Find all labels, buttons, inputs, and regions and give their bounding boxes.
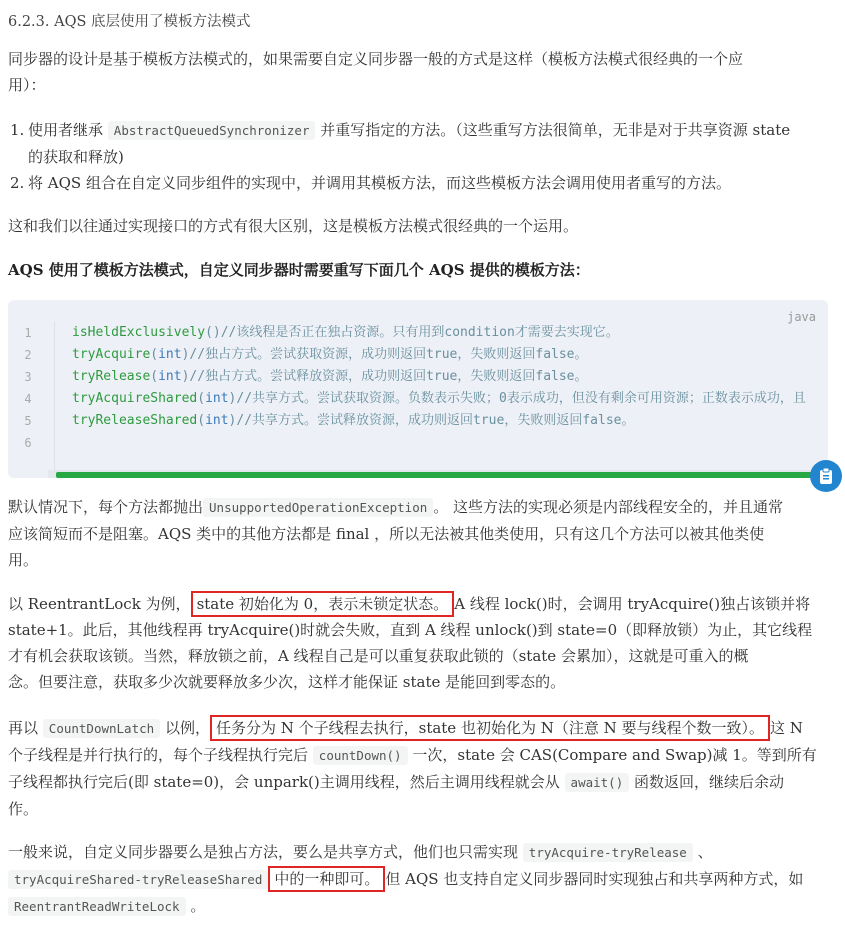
code-keyword: int (205, 413, 229, 428)
code-line: tryAcquire(int)//独占方式。尝试获取资源，成功则返回true，失败则返回false。 (72, 347, 588, 362)
section-heading: 6.2.3. AQS 底层使用了模板方法模式 (8, 14, 251, 30)
list-number: 1. (10, 121, 25, 139)
line-number: 5 (24, 414, 32, 428)
code-function: tryReleaseShared (72, 413, 198, 428)
text: 子线程都执行完后(即 state=0)，会 unpark()主调用线程，然后主调用线程就会从 (8, 773, 560, 791)
gutter-divider (54, 322, 55, 478)
text: state+1。此后，其他线程再 tryAcquire()时就会失败，直到 A 线程 unlock()到 state=0（即释放锁）为止，其它线程 (8, 621, 813, 639)
inline-code: countDown() (313, 746, 408, 765)
line-number: 4 (24, 392, 32, 406)
text: 、 (697, 843, 713, 861)
inline-code: await() (565, 773, 630, 792)
clipboard-icon (818, 467, 834, 485)
code-block (8, 300, 828, 478)
text: 再以 (8, 719, 39, 737)
text: 应该简短而不是阻塞。AQS 类中的其他方法都是 final ，所以无法被其他类使用，只有这几个方法可以被其他类使 (8, 525, 765, 543)
highlight-box: 中的一种即可。 (268, 866, 385, 892)
text: 默认情况下，每个方法都抛出 (8, 498, 204, 516)
inline-code: tryAcquire-tryRelease (523, 843, 693, 862)
code-line (72, 432, 828, 454)
line-number: 2 (24, 348, 32, 362)
intro-paragraph (8, 46, 833, 98)
intro-line-1: 同步器的设计是基于模板方法模式的，如果需要自定义同步器一般的方式是这样（模板方法模式很经典的一个应 (8, 50, 744, 68)
code-keyword: int (205, 391, 229, 406)
text: 念。但要注意，获取多少次就要释放多少次，这样才能保证 state 是能回到零态的。 (8, 673, 566, 691)
copy-code-button[interactable] (810, 460, 842, 492)
code-function: tryRelease (72, 369, 151, 384)
highlight-box: state 初始化为 0，表示未锁定状态。 (191, 591, 455, 617)
list-item (10, 117, 830, 170)
text: 一次，state 会 CAS(Compare and Swap)减 1。等到所有 (412, 746, 817, 764)
code-line (72, 322, 828, 344)
text: 以例， (164, 719, 210, 737)
intro-line-2: 用）： (8, 76, 46, 94)
text: 用。 (8, 551, 39, 569)
line-number: 1 (24, 326, 32, 340)
line-number-gutter (8, 322, 48, 478)
code-line: tryReleaseShared(int)//共享方式。尝试释放资源，成功则返回true，失败则返回false。 (72, 413, 635, 428)
text: 这 N (770, 719, 803, 737)
code-comment: )//独占方式。尝试释放资源，成功则返回true，失败则返回false。 (181, 369, 588, 384)
inline-code: UnsupportedOperationException (203, 498, 433, 517)
code-language-label: java (787, 310, 816, 324)
highlight-box: 任务分为 N 个子线程去执行，state 也初始化为 N（注意 N 要与线程个数一致）。 (210, 715, 770, 741)
code-function: isHeldExclusively (72, 325, 206, 340)
inline-code: ReentrantReadWriteLock (8, 897, 186, 916)
line-number: 6 (24, 436, 32, 450)
text: 个子线程是并行执行的，每个子线程执行完后 (8, 746, 309, 764)
inline-code: AbstractQueuedSynchronizer (108, 121, 316, 140)
text: 才有机会获取该锁。当然，释放锁之前，A 线程自己是可以重复获取此锁的（state 会累加），这就是可重入的概 (8, 647, 749, 665)
text: 以 ReentrantLock 为例， (8, 595, 191, 613)
text: 作。 (8, 800, 39, 818)
text: 。 (190, 897, 206, 915)
code-lines[interactable] (72, 322, 828, 454)
default-paragraph (8, 494, 833, 573)
inline-code: CountDownLatch (43, 719, 160, 738)
text: 但 AQS 也支持自定义同步器同时实现独占和共享两种方式，如 (385, 870, 804, 888)
code-comment: ()//该线程是否正在独占资源。只有用到condition才需要去实现它。 (205, 325, 619, 340)
list-text: 并重写指定的方法。（这些重写方法很简单，无非是对于共享资源 state (320, 121, 791, 139)
general-paragraph (8, 839, 833, 920)
code-comment: )//独占方式。尝试获取资源，成功则返回true，失败则返回false。 (181, 347, 588, 362)
code-line: tryRelease(int)//独占方式。尝试释放资源，成功则返回true，失败则返回false。 (72, 369, 588, 384)
countdown-paragraph (8, 715, 833, 822)
difference-paragraph: 这和我们以往通过实现接口的方式有很大区别，这是模板方法模式很经典的一个运用。 (8, 217, 579, 235)
text: 。 这些方法的实现必须是内部线程安全的，并且通常 (433, 498, 784, 516)
list-text-cont: 的获取和释放) (28, 148, 124, 166)
bold-heading: AQS 使用了模板方法模式，自定义同步器时需要重写下面几个 AQS 提供的模板方法： (8, 261, 590, 279)
reentrant-paragraph (8, 591, 833, 695)
code-keyword: int (158, 347, 182, 362)
text: 一般来说，自定义同步器要么是独占方法，要么是共享方式，他们也只需实现 (8, 843, 519, 861)
code-comment: )//共享方式。尝试释放资源，成功则返回true，失败则返回false。 (228, 413, 635, 428)
list-number: 2. (10, 174, 25, 192)
code-function: tryAcquire (72, 347, 151, 362)
text: A 线程 lock()时，会调用 tryAcquire()独占该锁并将 (454, 595, 811, 613)
list-text: 将 AQS 组合在自定义同步组件的实现中，并调用其模板方法，而这些模板方法会调用使用者重写的方法。 (28, 174, 731, 192)
list-text: 使用者继承 (28, 121, 104, 139)
code-keyword: int (158, 369, 182, 384)
horizontal-scrollbar-thumb[interactable] (56, 472, 828, 478)
inline-code: tryAcquireShared-tryReleaseShared (8, 870, 268, 889)
line-number: 3 (24, 370, 32, 384)
code-comment: )//共享方式。尝试获取资源。负数表示失败；0表示成功，但没有剩余可用资源；正数表示成功，且 (228, 391, 806, 406)
code-line: tryAcquireShared(int)//共享方式。尝试获取资源。负数表示失败；0表示成功，但没有剩余可用资源；正数表示成功，且 (72, 391, 806, 406)
code-function: tryAcquireShared (72, 391, 198, 406)
list-item (10, 170, 830, 196)
text: 函数返回，继续后余动 (634, 773, 785, 791)
